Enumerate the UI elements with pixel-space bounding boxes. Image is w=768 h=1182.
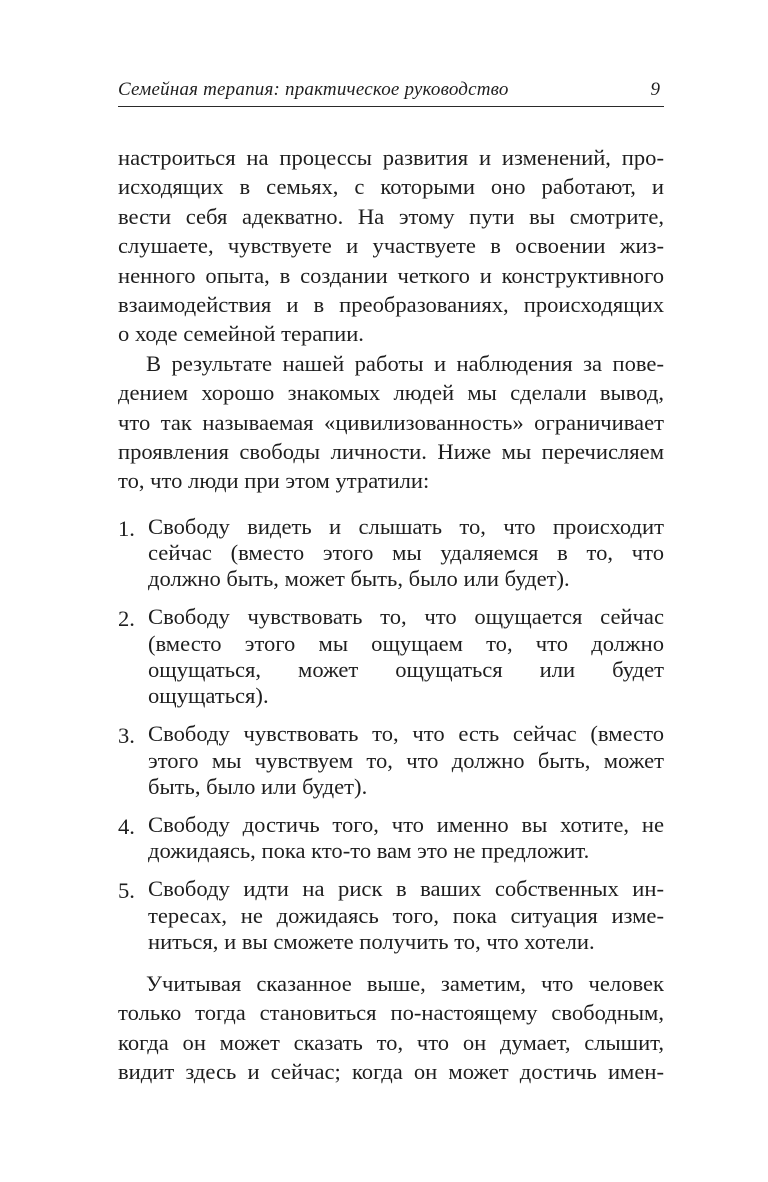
list-number: 2. <box>118 606 135 632</box>
book-page <box>118 0 664 1182</box>
text-line: когда он может сказать то, что он думает, слышит, <box>118 1029 664 1055</box>
text-line: видит здесь и сейчас; когда он может достичь имен- <box>118 1059 664 1085</box>
text-line: должно быть, может быть, было или будет). <box>148 566 570 592</box>
text-line: то, что люди при этом утратили: <box>118 468 430 494</box>
text-line: Учитывая сказанное выше, заметим, что человек <box>146 970 664 996</box>
body-text <box>118 143 664 1087</box>
page-number: 9 <box>650 79 660 100</box>
list-item <box>118 514 664 593</box>
text-line: о ходе семейной терапии. <box>118 321 364 347</box>
paragraph-1 <box>118 143 664 349</box>
paragraph-2 <box>118 349 664 496</box>
numbered-list <box>118 514 664 955</box>
text-line: что так называемая «цивилизованность» ограничивает <box>118 409 664 435</box>
text-line: слушаете, чувствуете и участвуете в освоении жиз- <box>118 233 664 259</box>
paragraph-3 <box>118 969 664 1087</box>
text-line: настроиться на процессы развития и изменений, про- <box>118 145 664 170</box>
text-line: сейчас (вместо этого мы удаляемся в то, что <box>148 540 664 566</box>
text-line: быть, было или будет). <box>148 773 368 799</box>
text-line: (вместо этого мы ощущаем то, что должно <box>148 630 664 656</box>
text-line: дением хорошо знакомых людей мы сделали вывод, <box>118 380 664 406</box>
list-item <box>118 721 664 800</box>
text-line: взаимодействия и в преобразованиях, происходящих <box>118 292 664 318</box>
text-line: Свободу достичь того, что именно вы хотите, не <box>148 811 664 837</box>
text-line: ощущаться, может ощущаться или будет <box>148 656 664 682</box>
list-number: 5. <box>118 878 135 904</box>
header-title: Семейная терапия: практическое руководство <box>118 79 509 100</box>
text-line: Свободу чувствовать то, что есть сейчас (вместо <box>148 721 664 747</box>
text-line: этого мы чувствуем то, что должно быть, может <box>148 747 664 773</box>
text-line: проявления свободы личности. Ниже мы перечисляем <box>118 439 664 465</box>
text-line: ненного опыта, в создании четкого и конструктивного <box>118 262 664 288</box>
list-item <box>118 812 664 864</box>
list-number: 1. <box>118 515 135 541</box>
text-line: В результате нашей работы и наблюдения за пове- <box>146 350 664 376</box>
text-line: ощущаться). <box>148 683 269 709</box>
text-line: Свободу идти на риск в ваших собственных ин- <box>148 876 664 902</box>
list-number: 4. <box>118 813 135 839</box>
text-line: Свободу видеть и слышать то, что происходит <box>148 513 664 539</box>
text-line: дожидаясь, пока кто-то вам это не предложит. <box>148 838 590 864</box>
list-item <box>118 604 664 709</box>
list-item <box>118 876 664 955</box>
text-line: вести себя адекватно. На этому пути вы смотрите, <box>118 203 664 229</box>
list-number: 3. <box>118 723 135 749</box>
text-line: исходящих в семьях, с которыми оно работают, и <box>118 174 664 200</box>
text-line: Свободу чувствовать то, что ощущается сейчас <box>148 604 664 630</box>
text-line: ниться, и вы сможете получить то, что хотели. <box>148 928 595 954</box>
text-line: тересах, не дожидаясь того, пока ситуация изме- <box>148 902 664 928</box>
running-header <box>118 78 664 107</box>
text-line: только тогда становиться по-настоящему свободным, <box>118 1000 664 1026</box>
